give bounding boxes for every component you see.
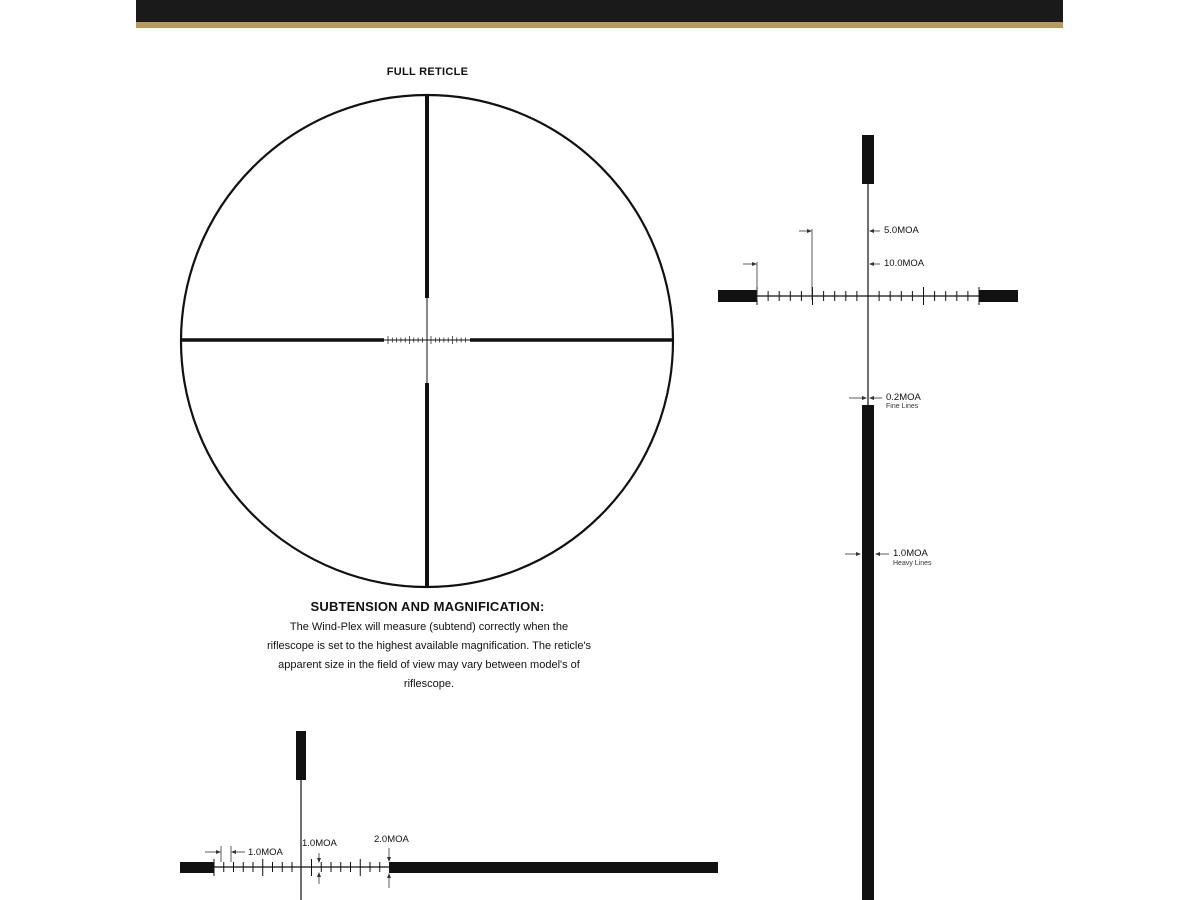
arrowhead	[216, 850, 221, 854]
subtension-line-1: The Wind-Plex will measure (subtend) correctly when the	[289, 621, 569, 633]
right-right-post	[979, 290, 1018, 302]
label-fine-lines: Fine Lines	[886, 403, 919, 410]
label-heavy-moa: 1.0MOA	[893, 548, 928, 559]
subtension-heading: SUBTENSION AND MAGNIFICATION:	[310, 599, 545, 614]
subtension-line-4: riflescope.	[403, 678, 455, 690]
full-reticle-title: FULL RETICLE	[386, 66, 469, 78]
label-bottom-b: 1.0MOA	[302, 838, 337, 849]
bottom-top-post	[296, 731, 306, 780]
label-bottom-c: 2.0MOA	[374, 834, 409, 845]
right-bottom-post	[862, 405, 874, 900]
arrowhead	[856, 552, 861, 556]
arrowhead	[869, 229, 874, 233]
arrowhead	[869, 396, 874, 400]
bottom-right-post	[389, 862, 718, 873]
right-top-post	[862, 135, 874, 184]
label-bottom-a: 1.0MOA	[248, 847, 283, 858]
label-10moa: 10.0MOA	[884, 258, 925, 269]
arrowhead	[231, 850, 236, 854]
subtension-line-2: riflescope is set to the highest available magnification. The reticle's	[266, 640, 592, 652]
arrowhead	[752, 262, 757, 266]
arrowhead	[869, 262, 874, 266]
bottom-left-post	[180, 862, 214, 873]
arrowhead	[317, 872, 321, 877]
label-fine-moa: 0.2MOA	[886, 392, 921, 403]
right-reticle-detail	[718, 135, 1018, 900]
subtension-paragraph	[262, 618, 596, 694]
arrowhead	[862, 396, 867, 400]
arrowhead	[387, 873, 391, 878]
arrowhead	[387, 857, 391, 862]
label-5moa: 5.0MOA	[884, 225, 919, 236]
arrowhead	[875, 552, 880, 556]
arrowhead	[317, 858, 321, 863]
subtension-line-3: apparent size in the field of view may vary between model's of	[278, 659, 580, 671]
label-heavy-lines: Heavy Lines	[893, 560, 932, 567]
arrowhead	[807, 229, 812, 233]
bottom-reticle-detail	[180, 731, 718, 900]
right-left-post	[718, 290, 757, 302]
full-reticle	[181, 95, 673, 587]
